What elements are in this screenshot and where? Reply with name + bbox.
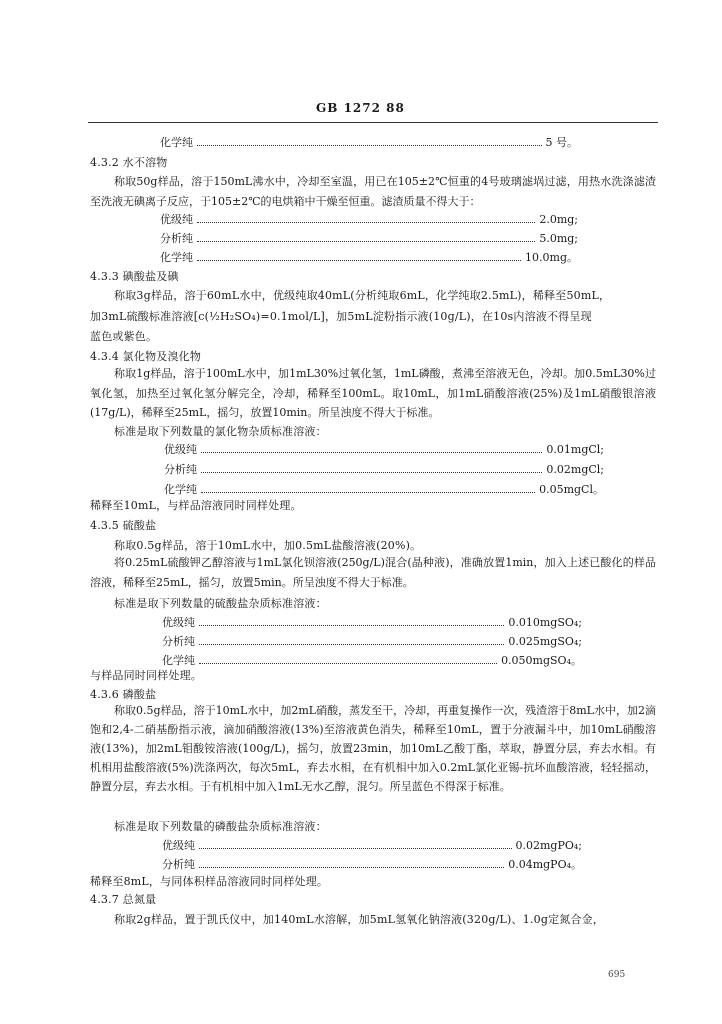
grade-label: 优级纯	[164, 443, 197, 456]
dot-leader	[201, 452, 542, 453]
dot-leader	[199, 644, 504, 645]
grade-label: 分析纯	[162, 858, 195, 871]
standard-intro: 标准是取下列数量的氯化物杂质标准溶液：	[114, 425, 327, 438]
dot-leader	[199, 625, 504, 626]
leader-row	[160, 211, 578, 227]
grade-value: 5 号。	[545, 136, 578, 149]
paragraph-line: 蓝色或紫色。	[90, 330, 158, 343]
paragraph: 称取1g样品，溶于100mL水中，加1mL30%过氧化氢，1mL磷酸，煮沸至溶液无色，冷却。加0.5mL30%过氧化氢，加热至过氧化氢分解完全，冷却，稀释至100mL。取10mL，加1mL硝酸溶液(25%)及1mL硝酸银溶液(17g/L)，稀释至25mL，摇匀，放置10min。所呈浊度不得大于标准。	[90, 367, 656, 419]
grade-label: 分析纯	[162, 635, 195, 648]
leader-row	[164, 441, 604, 457]
standard-intro: 标准是取下列数量的磷酸盐杂质标准溶液：	[114, 820, 327, 833]
grade-value: 5.0mg;	[539, 232, 578, 245]
page-number: 695	[608, 970, 626, 980]
dot-leader	[199, 848, 512, 849]
dot-leader	[197, 222, 535, 223]
grade-value: 0.05mgCl。	[539, 483, 604, 496]
grade-label: 化学纯	[160, 136, 193, 149]
leader-row	[162, 614, 582, 630]
leader-row	[160, 249, 578, 265]
section-heading: 4.3.5 硫酸盐	[90, 519, 157, 532]
paragraph: 称取0.5g样品，溶于10mL水中，加2mL硝酸，蒸发至干，冷却，再重复操作一次，残渣溶于8mL水中，加2滴饱和2,4-二硝基酚指示液，滴加硝酸溶液(13%)至溶液黄色消失，稀释至10mL，置于分液漏斗中，加10mL硝酸溶液(13%)，加2mL钼酸铵溶液(100g/L)，摇匀，放置23min，加10mL乙酸丁酯，萃取，静置分层，弃去水相。有机相用盐酸溶液(5%)洗涤两次，每次5mL，弃去水相，在有机相中加入0.2mL氯化亚锡-抗坏血酸溶液，轻轻摇动，静置分层，弃去水相。于有机相中加入1mL无水乙醇，混匀。所呈蓝色不得深于标准。	[90, 704, 656, 793]
dot-leader	[197, 260, 521, 261]
dot-leader	[199, 663, 497, 664]
section-heading: 4.3.7 总氮量	[90, 893, 157, 906]
grade-label: 化学纯	[164, 483, 197, 496]
paragraph-line: 稀释至10mL，与样品溶液同时同样处理。	[90, 499, 302, 512]
grade-value: 0.01mgCl;	[546, 443, 604, 456]
grade-value: 0.050mgSO₄。	[501, 654, 582, 667]
grade-value: 0.010mgSO₄;	[508, 616, 582, 629]
section-heading: 4.3.2 水不溶物	[90, 156, 168, 169]
grade-label: 化学纯	[162, 654, 195, 667]
leader-row	[162, 837, 582, 853]
grade-label: 化学纯	[160, 251, 193, 264]
leader-row	[164, 461, 604, 477]
dot-leader	[201, 472, 542, 473]
page-header: GB 1272 88	[316, 101, 405, 115]
paragraph: 将0.25mL硫酸钾乙醇溶液与1mL氯化钡溶液(250g/L)混合(晶种液)，准确放置1min，加入上述已酸化的样品溶液，稀释至25mL，摇匀，放置5min。所呈浊度不得大于标准。	[90, 556, 656, 589]
paragraph-line: 稀释至8mL，与同体积样品溶液同时同样处理。	[90, 875, 329, 888]
leader-row	[162, 856, 582, 872]
section-heading: 4.3.6 磷酸盐	[90, 688, 157, 701]
grade-label: 分析纯	[164, 463, 197, 476]
dot-leader	[197, 145, 542, 146]
section-heading: 4.3.3 碘酸盐及碘	[90, 270, 179, 283]
grade-value: 0.02mgCl;	[546, 463, 604, 476]
leader-row	[160, 134, 578, 150]
paragraph-line: 与样品同时同样处理。	[90, 669, 202, 682]
grade-label: 优级纯	[160, 213, 193, 226]
standard-intro: 标准是取下列数量的硫酸盐杂质标准溶液：	[114, 597, 327, 610]
grade-value: 0.025mgSO₄;	[508, 635, 582, 648]
leader-row	[164, 481, 604, 497]
dot-leader	[201, 492, 535, 493]
grade-value: 10.0mg。	[525, 251, 578, 264]
paragraph-line: 加3mL硫酸标准溶液[c(½H₂SO₄)=0.1mol/L]，加5mL淀粉指示液(10g/L)，在10s内溶液不得呈现	[90, 310, 592, 323]
header-rule	[88, 122, 658, 123]
grade-label: 分析纯	[160, 232, 193, 245]
paragraph-line: 称取3g样品，溶于60mL水中，优级纯取40mL(分析纯取6mL，化学纯取2.5mL)，稀释至50mL，	[114, 289, 611, 302]
leader-row	[162, 652, 582, 668]
leader-row	[162, 633, 582, 649]
grade-label: 优级纯	[162, 839, 195, 852]
section-heading: 4.3.4 氯化物及溴化物	[90, 350, 202, 363]
dot-leader	[197, 241, 535, 242]
paragraph-line: 称取2g样品，置于凯氏仪中，加140mL水溶解，加5mL氢氧化钠溶液(320g/L)、1.0g定氮合金，	[114, 913, 605, 926]
grade-value: 0.02mgPO₄;	[515, 839, 582, 852]
paragraph: 称取50g样品，溶于150mL沸水中，冷却至室温，用已在105±2℃恒重的4号玻璃滤埚过滤，用热水洗涤滤渣至洗液无碘离子反应，于105±2℃的电烘箱中干燥至恒重。滤渣质量不得大于：	[90, 175, 656, 208]
leader-row	[160, 230, 578, 246]
paragraph-line: 称取0.5g样品，溶于10mL水中，加0.5mL盐酸溶液(20%)。	[114, 539, 422, 552]
grade-value: 2.0mg;	[539, 213, 578, 226]
dot-leader	[199, 867, 504, 868]
grade-value: 0.04mgPO₄。	[508, 858, 582, 871]
grade-label: 优级纯	[162, 616, 195, 629]
